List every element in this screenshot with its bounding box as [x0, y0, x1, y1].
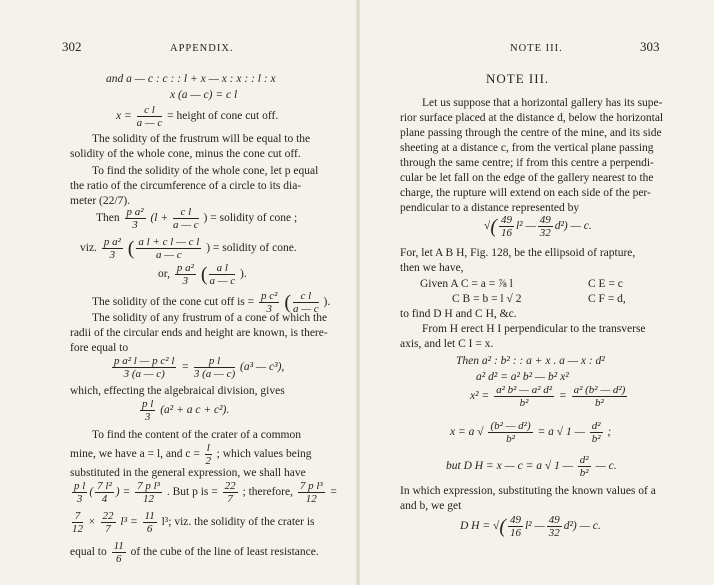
- text-line: To find the content of the crater of a common: [92, 429, 301, 441]
- numerator: 7: [72, 510, 83, 523]
- fraction: [112, 540, 126, 565]
- eq-rhs: d²) — c.: [563, 520, 601, 533]
- text-line: The solidity of the frustrum will be equal to the: [92, 133, 311, 145]
- equals: =: [558, 390, 567, 403]
- numerator: 49: [500, 214, 512, 226]
- text-line: axis, and let C I = x.: [400, 338, 494, 350]
- text-span: mine, we have a = l, and c =: [70, 448, 200, 461]
- equation-height: [116, 104, 278, 129]
- equation-dh-result: [460, 514, 601, 539]
- denominator: b²: [591, 433, 601, 445]
- given-line: Given A C = a = ⅞ l: [420, 278, 513, 290]
- eq-label: Then: [96, 212, 120, 225]
- eq-part: l² —: [524, 520, 545, 533]
- right-page: [360, 0, 714, 585]
- left-page: [0, 0, 356, 585]
- page-number: 303: [640, 39, 660, 54]
- eq-label: or,: [158, 268, 170, 281]
- equation-cone-or: [158, 262, 247, 287]
- fraction: [72, 510, 83, 535]
- denominator: 6: [115, 553, 122, 565]
- eq-part: l³ =: [120, 516, 138, 529]
- eq-part: (l +: [150, 212, 169, 225]
- text-line: and b, we get: [400, 500, 462, 512]
- eq-rhs: d²) — c.: [554, 220, 592, 233]
- denominator: b²: [506, 433, 515, 445]
- fraction: [578, 454, 591, 479]
- eq-text: l³; viz. the solidity of the crater is: [161, 516, 315, 529]
- sqrt-sign: √: [493, 520, 500, 533]
- denominator: 3: [132, 219, 138, 231]
- proportion-line: and a — c : c : : l + x — x : x : : l : x: [106, 73, 276, 85]
- text-line: substituted in the general expression, we shall have: [70, 467, 306, 479]
- denominator: 12: [143, 493, 155, 505]
- text-line: solidity of the whole cone, minus the cone cut off.: [70, 148, 301, 160]
- denominator: 3 (a — c): [123, 368, 165, 380]
- text-line: pendicular to a distance represented by: [400, 202, 580, 214]
- text-span: ; which values being: [216, 448, 312, 461]
- fraction: [137, 104, 163, 129]
- fraction: [494, 384, 554, 409]
- fraction: [590, 420, 603, 445]
- paren: (: [89, 486, 94, 499]
- fraction: [209, 262, 235, 287]
- fraction: [102, 236, 123, 261]
- eq-rhs: ).: [240, 268, 247, 281]
- eq-rhs: ) = solidity of cone.: [206, 242, 297, 255]
- fraction: [205, 442, 212, 467]
- fraction: [101, 510, 116, 535]
- text-span: of the cube of the line of least resistance.: [130, 546, 319, 559]
- fraction: [508, 514, 523, 539]
- eq-lhs: x² =: [470, 390, 490, 403]
- eq-rhs: ) = solidity of cone ;: [203, 212, 298, 225]
- eq-text: The solidity of the cone cut off is =: [92, 296, 255, 309]
- eq-lhs: x =: [116, 110, 132, 123]
- denominator: 3: [182, 275, 189, 287]
- eq-rhs: ;: [607, 426, 612, 439]
- denominator: 4: [101, 493, 108, 505]
- text-line: through the same centre; if from this centre a perpendi-: [400, 157, 654, 169]
- numerator: 49: [539, 214, 551, 226]
- eq-lhs: x = a √: [450, 426, 484, 439]
- text-line: sheeting at a distance c, from the vertical plane passing: [400, 142, 654, 154]
- text-line: For, let A B H, Fig. 128, be the ellipsoid of rapture,: [400, 247, 636, 259]
- numerator: p a²: [103, 236, 121, 248]
- fraction: [112, 355, 176, 380]
- text-span: equal to: [70, 546, 107, 559]
- text-line: cular be let fall on the edge of the gallery nearest to the: [400, 172, 654, 184]
- numerator: c l: [173, 206, 199, 219]
- numerator: l: [206, 442, 210, 454]
- denominator: 3: [144, 411, 151, 423]
- text-line: To find the solidity of the whole cone, let p equal: [92, 165, 319, 177]
- denominator: 6: [146, 523, 153, 535]
- eq-rhs: ).: [323, 296, 331, 309]
- denominator: 7: [227, 493, 233, 505]
- paren: (: [499, 515, 506, 538]
- numerator: 22: [102, 510, 114, 522]
- denominator: 32: [539, 227, 551, 239]
- numerator: 49: [509, 514, 521, 526]
- text-line: meter (22/7).: [70, 195, 131, 207]
- denominator: 2: [205, 455, 211, 467]
- given-line: C B = b = l √ 2: [452, 293, 522, 305]
- text-line-with-fraction: [70, 540, 319, 565]
- denominator: 3: [266, 303, 272, 315]
- eq-text: . But p is =: [166, 486, 218, 499]
- text-line: charge, the rupture will extend on each side of the per-: [400, 187, 651, 199]
- eq-rhs: (a³ — c³),: [240, 361, 285, 374]
- sqrt-sign: √: [484, 220, 491, 233]
- numerator: 7 p l³: [137, 480, 160, 492]
- paren: (: [200, 263, 208, 286]
- eq-rhs: = height of cone cut off.: [167, 110, 279, 123]
- numerator: a² b² — a² d²: [496, 384, 553, 396]
- numerator: p a²: [176, 262, 194, 274]
- denominator: 12: [305, 493, 317, 505]
- numerator: d²: [579, 454, 589, 466]
- text-line: In which expression, substituting the known values of a: [400, 485, 656, 497]
- section-title: NOTE III.: [486, 71, 550, 86]
- fraction: [140, 398, 155, 423]
- eq-lhs: D H =: [460, 520, 491, 533]
- denominator: 7: [105, 523, 111, 535]
- eq-rhs: (a² + a c + c²).: [160, 404, 230, 417]
- denominator: 3: [76, 493, 83, 505]
- text-line: to find D H and C H, &c.: [400, 308, 517, 320]
- fraction: [136, 236, 201, 261]
- equation-cone-viz: [80, 236, 297, 261]
- numerator: a² (b² — d²): [573, 384, 626, 396]
- fraction: [175, 262, 196, 287]
- text-line: the ratio of the circumference of a circle to its dia-: [70, 180, 302, 192]
- text-line: fore equal to: [70, 342, 129, 354]
- text-line: Let us suppose that a horizontal gallery has its supe-: [422, 97, 663, 109]
- equation-x: [450, 420, 611, 445]
- fraction: [95, 480, 114, 505]
- equation-x-squared: [470, 384, 629, 409]
- equation-crater-result: [70, 510, 315, 535]
- equation-proportion: Then a² : b² : : a + x . a — x : d²: [456, 355, 605, 367]
- fraction: [173, 206, 199, 231]
- equation-dh: [446, 454, 617, 479]
- text-line: The solidity of any frustrum of a cone of which the: [92, 312, 328, 324]
- running-head: NOTE III.: [510, 43, 563, 54]
- fraction: [143, 510, 157, 535]
- numerator: 7 p l³: [299, 480, 323, 492]
- fraction: [223, 480, 238, 505]
- equation-frustrum: [110, 355, 284, 380]
- text-line-with-fraction: [70, 442, 312, 467]
- equation-division: [138, 398, 229, 423]
- fraction: [538, 214, 553, 239]
- equation-line: a² d² = a² b² — b² x²: [476, 371, 569, 383]
- equals: =: [122, 486, 131, 499]
- denominator: 32: [548, 527, 560, 539]
- text-line: which, effecting the algebraical division, gives: [70, 385, 285, 397]
- denominator: a — c: [173, 219, 199, 231]
- numerator: c l: [137, 104, 163, 117]
- numerator: 11: [144, 510, 155, 522]
- running-head: APPENDIX.: [170, 43, 234, 54]
- equals: =: [329, 486, 338, 499]
- numerator: p l: [142, 398, 154, 410]
- eq-part: l² —: [515, 220, 536, 233]
- numerator: 7 l²: [97, 480, 112, 492]
- denominator: 3: [109, 249, 116, 261]
- numerator: p l: [194, 355, 235, 368]
- fraction: [125, 206, 146, 231]
- numerator: c l: [293, 290, 319, 303]
- numerator: 11: [113, 540, 124, 552]
- paren: ): [115, 486, 120, 499]
- paren: (: [490, 215, 497, 238]
- denominator: 12: [72, 523, 83, 535]
- numerator: a l: [209, 262, 235, 275]
- numerator: p l: [74, 480, 86, 492]
- fraction: [72, 480, 87, 505]
- fraction: [135, 480, 162, 505]
- fraction: [488, 420, 532, 445]
- equation-line: x (a — c) = c l: [170, 89, 238, 101]
- paren: (: [284, 291, 291, 314]
- denominator: b²: [579, 467, 589, 479]
- numerator: d²: [591, 420, 601, 432]
- times: ×: [87, 516, 96, 529]
- fraction: [547, 514, 562, 539]
- numerator: p a² l — p c² l: [114, 355, 175, 367]
- given-line: C F = d,: [588, 293, 626, 305]
- eq-part: = a √ 1 —: [537, 426, 585, 439]
- eq-rhs: — c.: [595, 460, 617, 473]
- given-line: C E = c: [588, 278, 623, 290]
- equation-cone: [96, 206, 297, 231]
- numerator: p a²: [126, 206, 144, 218]
- page-number: 302: [62, 39, 82, 54]
- fraction: [572, 384, 628, 409]
- equation-crater: [70, 480, 337, 505]
- denominator: 16: [509, 527, 521, 539]
- numerator: 49: [548, 514, 560, 526]
- text-line: rior surface placed at the distance d, below the horizontal: [400, 112, 664, 124]
- eq-label: viz.: [80, 242, 97, 255]
- denominator: 16: [500, 227, 512, 239]
- numerator: a l + c l — c l: [138, 236, 200, 248]
- numerator: p c²: [261, 290, 278, 302]
- numerator: 22: [224, 480, 236, 492]
- numerator: (b² — d²): [490, 420, 531, 432]
- paren: (: [127, 237, 135, 260]
- denominator: a — c: [209, 275, 236, 287]
- denominator: a — c: [293, 303, 319, 315]
- denominator: a — c: [136, 117, 163, 129]
- denominator: b²: [595, 397, 604, 409]
- fraction: [499, 214, 514, 239]
- equals: =: [181, 361, 190, 374]
- text-line: plane passing through the centre of the mine, and its side: [400, 127, 662, 139]
- equation-rupture: [484, 214, 592, 239]
- text-line: radii of the circular ends and height are known, is there-: [70, 327, 328, 339]
- eq-text: ; therefore,: [242, 486, 293, 499]
- denominator: a — c: [156, 249, 182, 261]
- fraction: [298, 480, 325, 505]
- text-line: then we have,: [400, 262, 464, 274]
- denominator: b²: [519, 397, 529, 409]
- text-line: From H erect H I perpendicular to the transverse: [422, 323, 646, 335]
- denominator: 3 (a — c): [193, 368, 236, 380]
- fraction: [194, 355, 235, 380]
- eq-lhs: but D H = x — c = a √ 1 —: [446, 460, 573, 473]
